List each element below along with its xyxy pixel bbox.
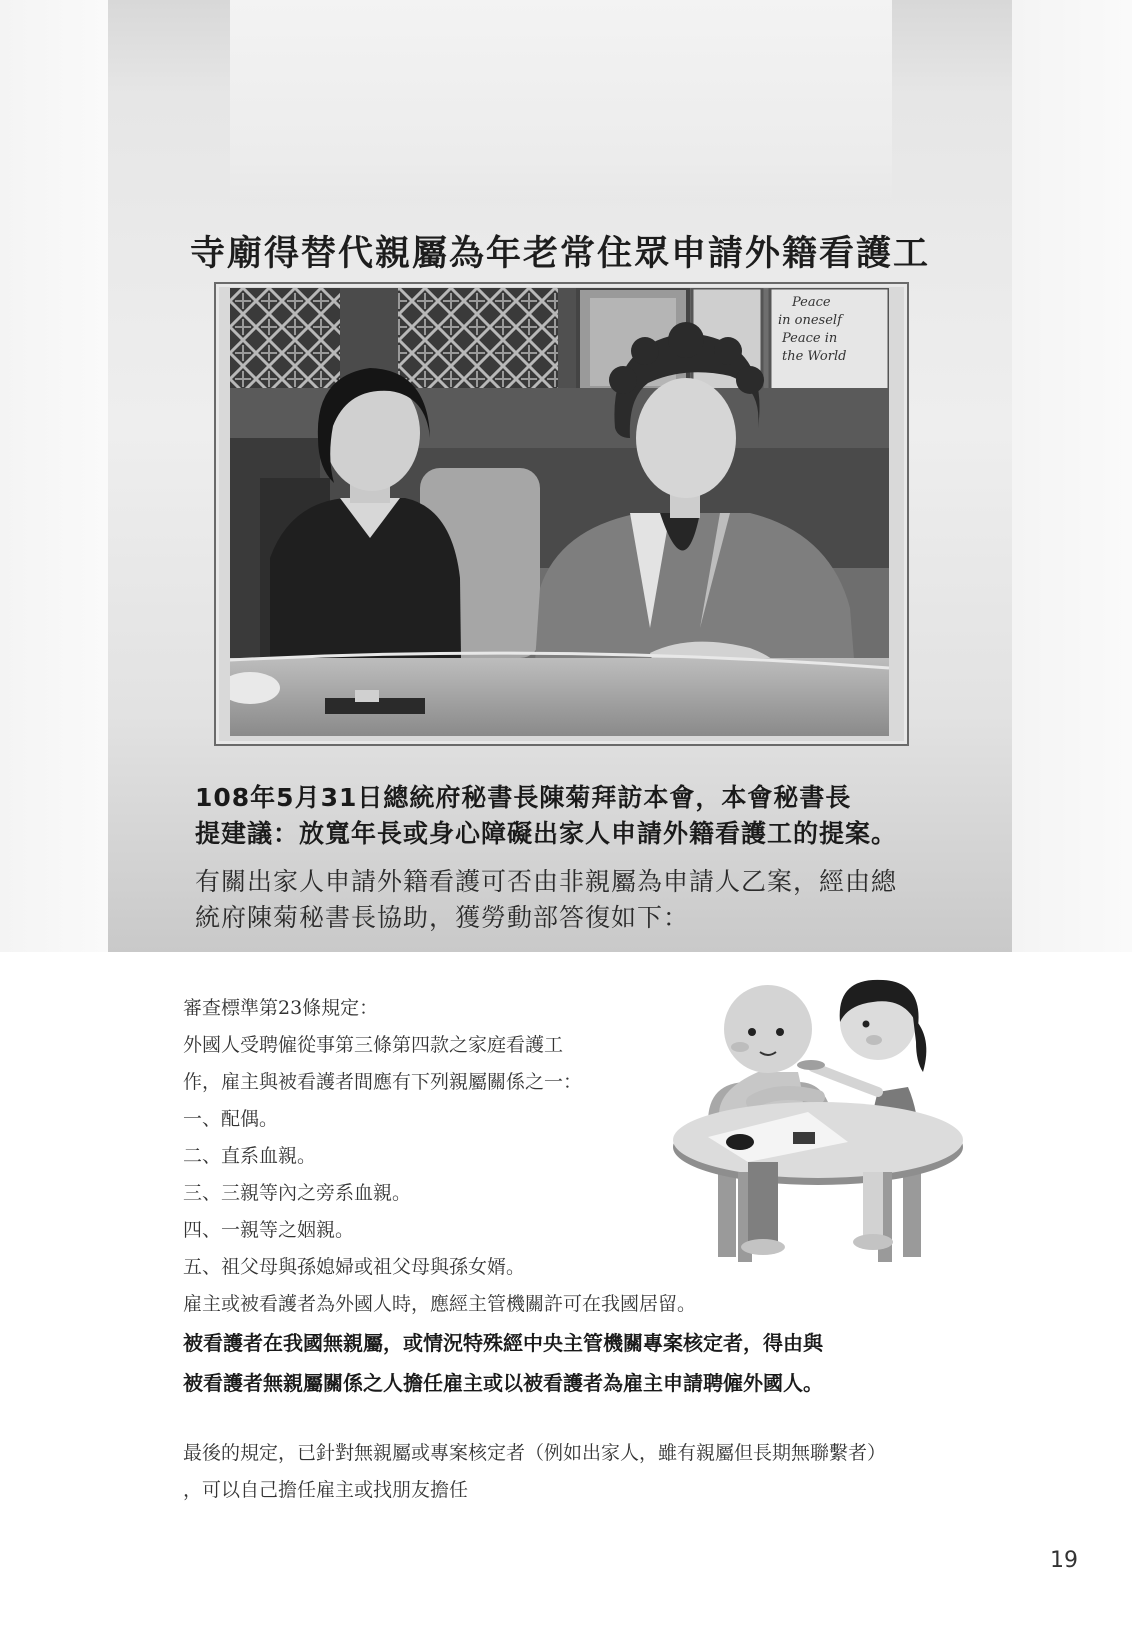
regulation-item: 五、祖父母與孫媳婦或祖父母與孫女婿。 xyxy=(183,1256,526,1278)
closing-line: ，可以自己擔任雇主或找朋友擔任 xyxy=(183,1479,469,1501)
regulation-item: 三、三親等內之旁系血親。 xyxy=(183,1182,412,1204)
regulation-line: 雇主或被看護者為外國人時，應經主管機關許可在我國居留。 xyxy=(183,1293,697,1315)
closing-line: 最後的規定，已針對無親屬或專案核定者（例如出家人，雖有親屬但長期無聯繫者） xyxy=(183,1442,887,1464)
svg-text:Peace in: Peace in xyxy=(782,331,838,346)
intro-paragraph xyxy=(195,864,935,936)
regulation-line: 作，雇主與被看護者間應有下列親屬關係之一： xyxy=(183,1071,583,1093)
regulation-item: 二、直系血親。 xyxy=(183,1145,317,1167)
regulation-bold-line: 被看護者無親屬關係之人擔任雇主或以被看護者為雇主申請聘僱外國人。 xyxy=(183,1371,823,1395)
page-margin-left xyxy=(0,0,108,952)
intro-bold-line: 108年5月31日總統府秘書長陳菊拜訪本會，本會秘書長 xyxy=(195,783,852,812)
regulation-text xyxy=(183,990,963,1509)
meeting-photo xyxy=(230,288,889,736)
intro-bold-line: 提建議：放寬年長或身心障礙出家人申請外籍看護工的提案。 xyxy=(195,819,898,848)
svg-text:Peace: Peace xyxy=(792,295,831,310)
page-margin-right xyxy=(1012,0,1132,952)
svg-text:the World: the World xyxy=(782,349,847,364)
page-title: 寺廟得替代親屬為年老常住眾申請外籍看護工 xyxy=(189,234,930,274)
paragraph-spacer xyxy=(183,1403,963,1435)
regulation-heading: 審查標準第23條規定： xyxy=(183,997,379,1019)
intro-bold-paragraph xyxy=(195,780,935,852)
regulation-line: 外國人受聘僱從事第三條第四款之家庭看護工 xyxy=(183,1034,564,1056)
regulation-bold-line: 被看護者在我國無親屬，或情況特殊經中央主管機關專案核定者，得由與 xyxy=(183,1331,823,1355)
regulation-item: 一、配偶。 xyxy=(183,1108,279,1130)
photo-frame xyxy=(214,282,909,746)
intro-line: 統府陳菊秘書長協助，獲勞動部答復如下： xyxy=(195,903,690,932)
regulation-item: 四、一親等之姻親。 xyxy=(183,1219,355,1241)
svg-text:in oneself: in oneself xyxy=(778,313,842,328)
page-number: 19 xyxy=(1050,1548,1078,1573)
intro-line: 有關出家人申請外籍看護可否由非親屬為申請人乙案，經由總 xyxy=(195,867,898,896)
